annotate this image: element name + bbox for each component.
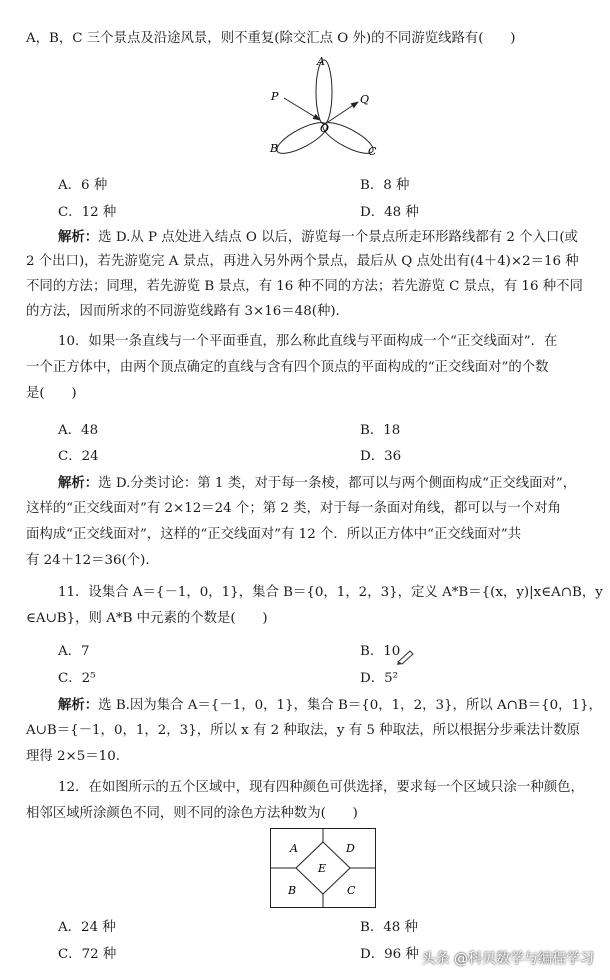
- q10-option-c: C．24: [58, 449, 99, 464]
- q12-regions-figure: [270, 828, 376, 908]
- q11-option-c: C．2⁵: [58, 671, 96, 686]
- q11-analysis-line-2: A∪B＝{－1，0，1，2，3}，所以 x 有 2 种取法，y 有 5 种取法，所以根据分步乘法计数原: [26, 723, 581, 738]
- analysis-label: 解析：: [58, 697, 99, 713]
- label-b: B: [270, 142, 279, 155]
- region-d-label: D: [346, 842, 355, 855]
- q10-analysis-line-3: 面构成“正交线面对”，这样的“正交线面对”有 12 个．所以正方体中“正交线面对”共: [26, 527, 522, 542]
- q10-analysis-line-4: 有 24＋12＝36(个).: [26, 553, 150, 568]
- q9-analysis-line-4: 的方法，因而所求的不同游览线路有 3×16＝48(种).: [26, 304, 340, 319]
- analysis-label: 解析：: [58, 475, 99, 491]
- q9-option-c: C．12 种: [58, 205, 117, 220]
- q11-stem-line-1: 11．设集合 A＝{－1，0，1}，集合 B＝{0，1，2，3}，定义 A*B＝{(x，y)|x∈A∩B，y: [58, 585, 603, 600]
- q10-option-b: B．18: [360, 423, 401, 438]
- label-a: A: [317, 56, 325, 68]
- cursor-pen-icon: [396, 648, 416, 666]
- q12-option-b: B．48 种: [360, 920, 418, 935]
- q12-option-c: C．72 种: [58, 947, 117, 962]
- label-o: O: [320, 122, 330, 135]
- analysis-label: 解析：: [58, 229, 99, 245]
- q12-stem-line-2: 相邻区域所涂颜色不同，则不同的涂色方法种数为( ): [26, 806, 358, 821]
- watermark: 头条 @科贝数学与编程学习: [421, 951, 594, 967]
- region-b-label: B: [288, 884, 297, 897]
- q10-analysis-line-2: 这样的“正交线面对”有 2×12＝24 个；第 2 类，对于每一条面对角线，都可以与一个对角: [26, 501, 561, 516]
- q12-stem-line-1: 12．在如图所示的五个区域中，现有四种颜色可供选择，要求每一个区域只涂一种颜色，: [58, 780, 584, 795]
- q11-analysis-line-3: 理得 2×5＝10.: [26, 749, 120, 764]
- loop-a: [316, 60, 332, 124]
- q9-option-a: A．6 种: [58, 178, 108, 193]
- q9-analysis-line-3: 不同的方法；同理，若先游览 B 景点，有 16 种不同的方法；若先游览 C 景点，有 16 种不同: [26, 279, 583, 294]
- q10-option-a: A．48: [58, 423, 99, 438]
- q11-option-b: B．10: [360, 644, 401, 659]
- q-arrow: [328, 102, 358, 122]
- q10-analysis-line-1: 解析：选 D.分类讨论：第 1 类，对于每一条棱，都可以与两个侧面构成“正交线面对”，: [58, 475, 577, 491]
- region-c-label: C: [347, 884, 356, 897]
- label-c: C: [368, 145, 377, 158]
- q9-analysis-line-2: 2 个出口)，若先游览完 A 景点，再进入另外两个景点，最后从 Q 点处出有(4＋4)×2＝16 种: [26, 254, 579, 269]
- q9-option-b: B．8 种: [360, 178, 410, 193]
- q9-loops-figure: [262, 56, 402, 166]
- label-q: Q: [360, 93, 370, 106]
- q10-stem-line-1: 10．如果一条直线与一个平面垂直，那么称此直线与平面构成一个“正交线面对”．在: [58, 334, 558, 349]
- q9-option-d: D．48 种: [360, 205, 419, 220]
- q11-option-d: D．5²: [360, 671, 399, 686]
- label-p: P: [271, 90, 279, 103]
- region-a-label: A: [290, 842, 298, 855]
- q11-analysis-line-1: 解析：选 B.因为集合 A＝{－1，0，1}，集合 B＝{0，1，2，3}，所以 A∩B＝{0，1}，: [58, 697, 602, 713]
- q10-option-d: D．36: [360, 449, 402, 464]
- q11-stem-line-2: ∈A∪B}，则 A*B 中元素的个数是( ): [26, 611, 268, 626]
- q11-option-a: A．7: [58, 644, 90, 659]
- region-e-label: E: [318, 862, 327, 875]
- p-arrow: [284, 98, 320, 120]
- q10-stem-line-2: 一个正方体中，由两个顶点确定的直线与含有四个顶点的平面构成的“正交线面对”的个数: [26, 360, 549, 375]
- q10-stem-line-3: 是( ): [26, 386, 77, 401]
- q9-stem: A，B，C 三个景点及沿途风景，则不重复(除交汇点 O 外)的不同游览线路有( ): [26, 31, 516, 46]
- q9-analysis-line-1: 解析：选 D.从 P 点处进入结点 O 以后，游览每一个景点所走环形路线都有 2 个入口(或: [58, 229, 578, 245]
- q12-option-d: D．96 种: [360, 947, 419, 962]
- q12-option-a: A．24 种: [58, 920, 116, 935]
